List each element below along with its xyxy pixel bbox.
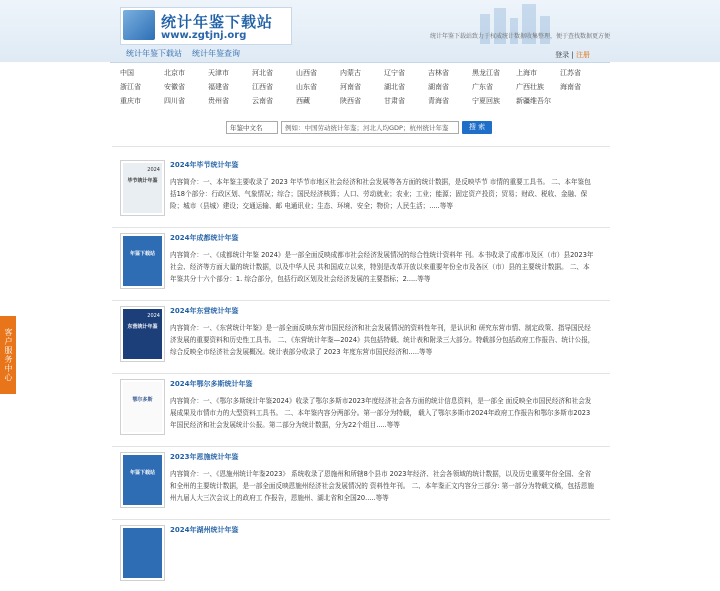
region-link[interactable]: 湖北省 — [384, 83, 405, 91]
cover-title: 毕节统计年鉴 — [127, 178, 158, 184]
cover-title: 东营统计年鉴 — [127, 324, 158, 330]
region-link[interactable]: 山西省 — [296, 69, 317, 77]
divider — [112, 519, 610, 520]
register-link[interactable]: 注册 — [576, 51, 590, 59]
region-link[interactable]: 广东省 — [472, 83, 493, 91]
book-item — [112, 525, 610, 591]
search-button[interactable]: 搜 索 — [462, 121, 492, 134]
divider — [112, 146, 610, 147]
region-link[interactable]: 湖南省 — [428, 83, 449, 91]
search-type-select[interactable]: 年鉴中文名 — [226, 121, 278, 134]
region-link[interactable]: 河北省 — [252, 69, 273, 77]
region-link[interactable]: 青海省 — [428, 97, 449, 105]
divider — [112, 227, 610, 228]
region-link[interactable]: 甘肃省 — [384, 97, 405, 105]
region-link[interactable]: 江苏省 — [560, 69, 581, 77]
book-cover[interactable] — [120, 306, 165, 362]
region-link[interactable]: 黑龙江省 — [472, 69, 500, 77]
region-link[interactable]: 安徽省 — [164, 83, 185, 91]
book-description: 内容简介：一、本年鉴主要收录了 2023 年毕节市地区社会经济和社会发展等各方面的统计数据，是反映毕节 市情的重要工具书。 二、本年鉴包括18个部分：行政区划、气象情况；综合；国民经济核算；人口、劳动就业；农业；工业；能源；固定资产投资；贸易；财政、税收、金融、保险；城市（县城）建设；交通运输、邮 电通讯业；生态、环境、安全；物价；人民生活；.....等等 — [170, 178, 591, 210]
nav-home-link[interactable]: 统计年鉴下载站 — [126, 49, 182, 58]
logo-icon — [123, 10, 155, 40]
customer-service-tab[interactable]: 客户服务中心 — [0, 316, 16, 394]
region-link[interactable]: 江西省 — [252, 83, 273, 91]
nav-query-link[interactable]: 统计年鉴查询 — [192, 49, 240, 58]
book-title-link[interactable]: 2024年毕节统计年鉴 — [170, 161, 239, 169]
divider — [112, 446, 610, 447]
book-cover[interactable] — [120, 379, 165, 435]
book-item — [112, 160, 610, 226]
book-item — [112, 452, 610, 518]
book-cover[interactable] — [120, 525, 165, 581]
site-header — [0, 0, 720, 62]
search-input[interactable]: 例如：中国劳动统计年鉴；河北人均GDP；杭州统计年鉴 — [281, 121, 459, 134]
region-link[interactable]: 新疆维吾尔 — [516, 97, 551, 105]
logo-title: 统计年鉴下载站 — [161, 13, 274, 31]
book-description: 内容简介：一、《恩施州统计年鉴2023》 系统收录了恩施州和所辖8个县市 2023年经济、社会各领域的统计数据，以及历史重要年份全国、全省 和全州的主要统计数据，是一部全面反映恩施州经济社会发展情况的 资料性年刊。 二、本年鉴正文内容分三部分: 第一部分为特载文稿，包括恩施州九届人大三次会议上的政府工 作报告，恩施州、湖北省和全国20.....等等 — [170, 470, 594, 502]
region-link[interactable]: 天津市 — [208, 69, 229, 77]
region-link[interactable]: 陕西省 — [340, 97, 361, 105]
cover-year: 2024 — [147, 167, 160, 173]
region-link[interactable]: 福建省 — [208, 83, 229, 91]
book-cover[interactable] — [120, 233, 165, 289]
region-link[interactable]: 内蒙古 — [340, 69, 361, 77]
cover-title: 鄂尔多斯 — [132, 397, 153, 403]
book-cover[interactable] — [120, 160, 165, 216]
divider — [112, 300, 610, 301]
region-link[interactable]: 西藏 — [296, 97, 310, 105]
region-link[interactable]: 重庆市 — [120, 97, 141, 105]
region-link[interactable]: 宁夏回族 — [472, 97, 500, 105]
region-link[interactable]: 浙江省 — [120, 83, 141, 91]
book-title-link[interactable]: 2024年东营统计年鉴 — [170, 307, 239, 315]
site-logo[interactable] — [120, 7, 292, 45]
cover-title: 年鉴下载站 — [129, 251, 155, 257]
region-link[interactable]: 河南省 — [340, 83, 361, 91]
region-link[interactable]: 中国 — [120, 69, 134, 77]
book-title-link[interactable]: 2024年鄂尔多斯统计年鉴 — [170, 380, 253, 388]
link-separator: | — [571, 51, 574, 59]
region-link[interactable]: 吉林省 — [428, 69, 449, 77]
book-cover[interactable] — [120, 452, 165, 508]
book-title-link[interactable]: 2023年恩施统计年鉴 — [170, 453, 239, 461]
book-item — [112, 379, 610, 445]
cover-title: 年鉴下载站 — [129, 470, 155, 476]
book-title-link[interactable]: 2024年湖州统计年鉴 — [170, 526, 239, 534]
book-description: 内容简介：一、《成都统计年鉴 2024》是一部全面反映成都市社会经济发展情况的综合性统计资料年 刊。本书收录了成都市及区（市）县2023年社会、经济等方面大量的统计数据，以及中华人民 共和国成立以来，特别是改革开放以来重要年份全市及各区（市）县的主要统计数据。 二、本年鉴共分十六个部分：1. 综合部分，包括行政区划及社会经济发展的主要指标；2.....等等 — [170, 251, 594, 283]
region-link[interactable]: 辽宁省 — [384, 69, 405, 77]
logo-url: www.zgtjnj.org — [161, 30, 247, 41]
book-item — [112, 233, 610, 299]
book-item — [112, 306, 610, 372]
book-description: 内容简介：一、《鄂尔多斯统计年鉴2024》收录了鄂尔多斯市2023年度经济社会各方面的统计信息资料，是一部全 面反映全市国民经济和社会发展成果及市情市力的大型资料工具书。 二、本年鉴内容分两部分。第一部分为特载， 载入了鄂尔多斯市2024年政府工作报告和鄂尔多斯市2023 年国民经济和社会发展统计公报。第二部分为统计数据，分为22个组目.....等等 — [170, 397, 592, 429]
region-link[interactable]: 上海市 — [516, 69, 537, 77]
region-link[interactable]: 北京市 — [164, 69, 185, 77]
site-slogan: 统计年鉴下载站致力于权威统计数据收集整理，便于查找数据更方便 — [429, 33, 610, 40]
nav-bar — [110, 44, 610, 63]
cover-year: 2024 — [147, 313, 160, 319]
region-link[interactable]: 广西壮族 — [516, 83, 544, 91]
account-links — [555, 50, 590, 60]
book-title-link[interactable]: 2024年成都统计年鉴 — [170, 234, 239, 242]
login-link[interactable]: 登录 — [555, 51, 570, 59]
divider — [112, 373, 610, 374]
region-link[interactable]: 山东省 — [296, 83, 317, 91]
region-link[interactable]: 海南省 — [560, 83, 581, 91]
book-description: 内容简介：一、《东营统计年鉴》是一部全面反映东营市国民经济和社会发展情况的资料性年刊，是认识和 研究东营市情、制定政策、指导国民经济发展的重要资料和历史性工具书。 二、《东营统计年鉴—2024》共包括特载、统计表和附录三大部分。特载部分包括政府工作报告、统计公报，综合反映全市经济社会发展概况。统计表部分收录了 2023 年度东营市国民经济和.....等等 — [170, 324, 595, 356]
region-link[interactable]: 贵州省 — [208, 97, 229, 105]
region-link[interactable]: 云南省 — [252, 97, 273, 105]
region-link[interactable]: 四川省 — [164, 97, 185, 105]
